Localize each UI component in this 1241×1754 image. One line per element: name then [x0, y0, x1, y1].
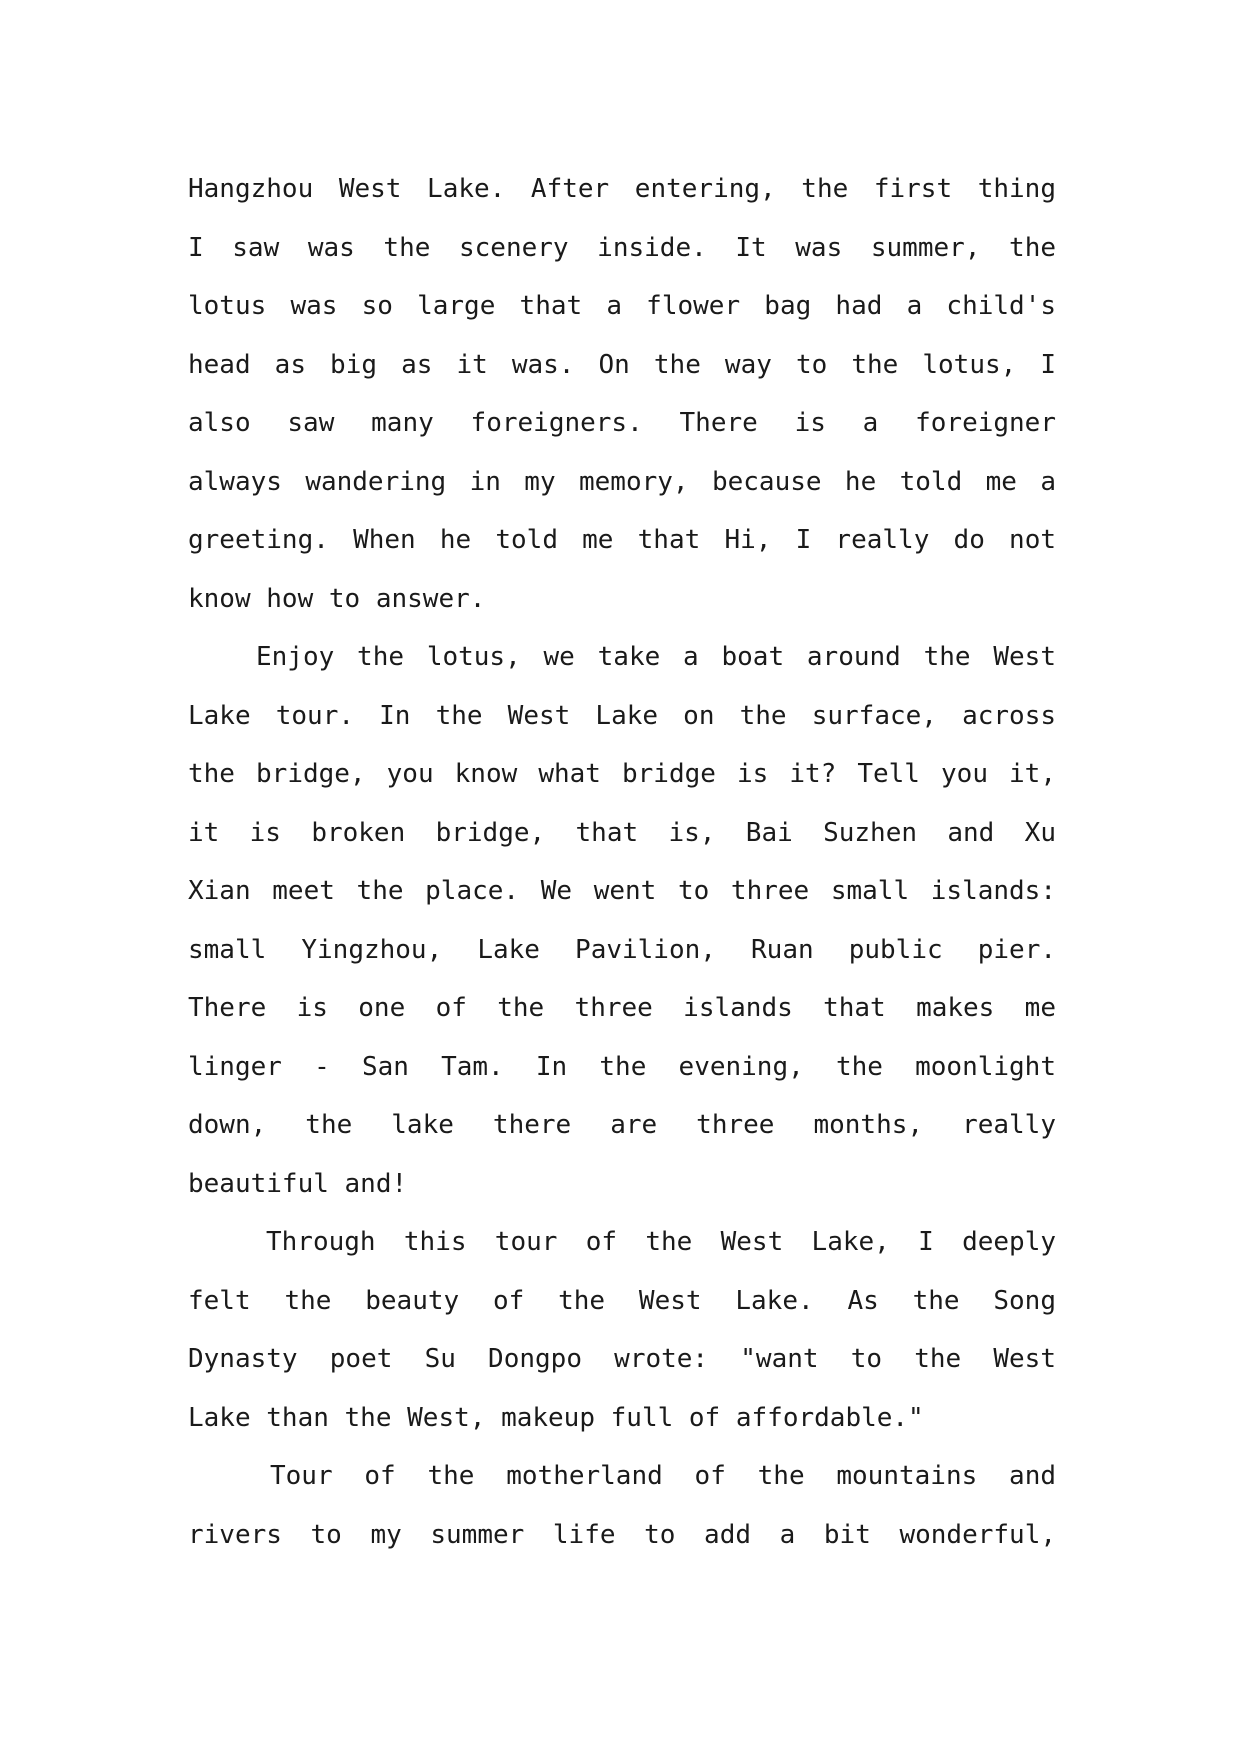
text-line: head as big as it was. On the way to the lotus, I [188, 349, 1056, 380]
text-line: it is broken bridge, that is, Bai Suzhen and Xu [188, 817, 1056, 848]
text-line: greeting. When he told me that Hi, I really do not [188, 525, 1056, 555]
text-line: down, the lake there are three months, really [188, 1110, 1056, 1140]
text-line: beautiful and! [188, 1168, 408, 1199]
text-line: Tour of the motherland of the mountains and [270, 1461, 1056, 1491]
text-line: Hangzhou West Lake. After entering, the first thing [188, 174, 1056, 204]
text-line: There is one of the three islands that makes me [188, 993, 1056, 1023]
text-line: small Yingzhou, Lake Pavilion, Ruan public pier. [188, 934, 1056, 965]
text-line: the bridge, you know what bridge is it? Tell you it, [188, 759, 1056, 789]
text-line: Lake tour. In the West Lake on the surface, across [188, 700, 1056, 731]
text-line: always wandering in my memory, because he told me a [188, 466, 1056, 497]
text-line: I saw was the scenery inside. It was summer, the [188, 232, 1056, 263]
text-line: Through this tour of the West Lake, I deeply [266, 1227, 1056, 1257]
text-line: linger - San Tam. In the evening, the moonlight [188, 1051, 1056, 1082]
text-line: know how to answer. [188, 583, 486, 614]
text-line: rivers to my summer life to add a bit wonderful, [188, 1519, 1056, 1550]
paragraph [188, 628, 1056, 1213]
text-line: Lake than the West, makeup full of affordable." [188, 1402, 924, 1433]
text-line: felt the beauty of the West Lake. As the Song [188, 1285, 1056, 1316]
text-line: Dynasty poet Su Dongpo wrote: "want to the West [188, 1344, 1056, 1374]
paragraph [188, 160, 1056, 628]
text-line: also saw many foreigners. There is a foreigner [188, 408, 1056, 438]
paragraph [188, 1213, 1056, 1447]
paragraph [188, 1447, 1056, 1564]
text-line: Xian meet the place. We went to three small islands: [188, 876, 1056, 906]
text-line: lotus was so large that a flower bag had a child's [188, 291, 1056, 321]
body-text [188, 160, 1056, 1564]
text-line: Enjoy the lotus, we take a boat around the West [256, 642, 1056, 672]
